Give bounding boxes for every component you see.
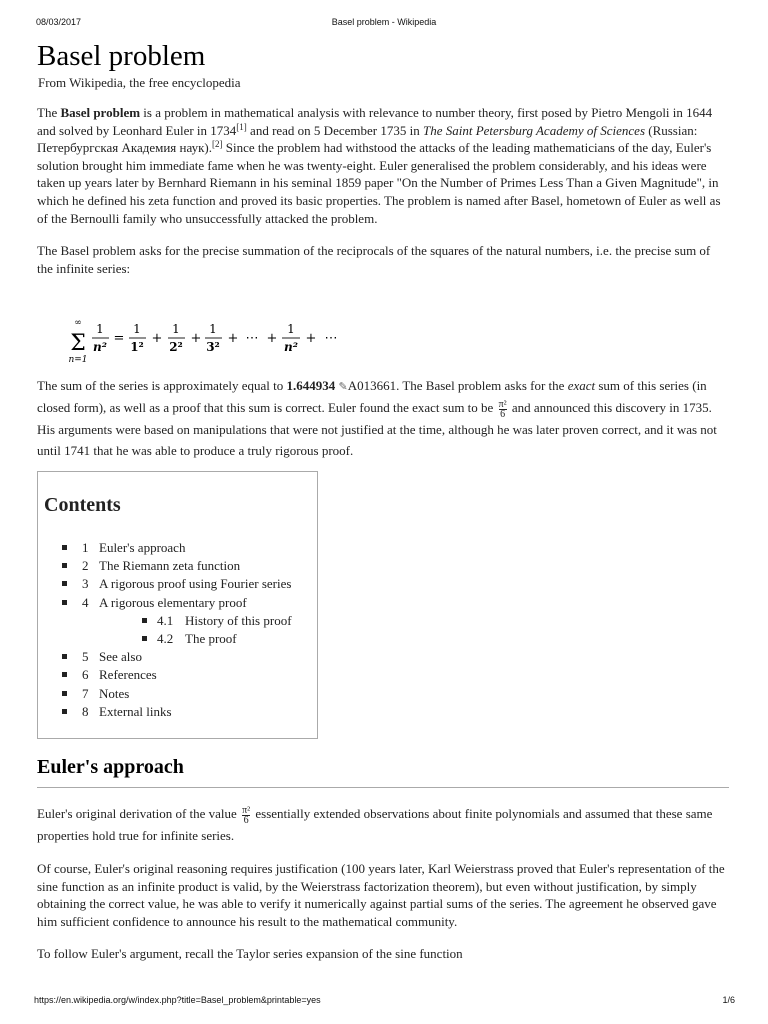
toc-item-label[interactable]: Notes (99, 685, 130, 701)
toc-item-label[interactable]: References (99, 667, 157, 683)
t3-numerator: 1 (209, 322, 217, 336)
pi-squared-over-six (499, 400, 507, 419)
reference-2-link[interactable] (212, 139, 223, 149)
intro-text: is a problem in mathematical analysis with relevance to number theory, first posed by Pietro Mengoli in 1644 and solved by Leonhard Euler in 1734 (37, 105, 713, 138)
approx-value: 1.644934 (286, 378, 336, 393)
p3-text: and announced this discovery in 1735. His arguments were based on manipulations that were not justified at the time, although he was later proven correct, and it was not until 1741 that he was able to produce a truly rigorous proof. (37, 400, 717, 458)
print-url: https://en.wikipedia.org/w/index.php?title=Basel_problem&printable=yes (34, 995, 321, 1005)
ellipsis: ⋯ (245, 331, 259, 346)
pi-squared-over-six (242, 806, 250, 825)
page-subtitle: From Wikipedia, the free encyclopedia (38, 75, 241, 90)
toc-item-number: 1 (82, 540, 89, 555)
t3-denominator: 3² (206, 340, 220, 354)
toc-item-label[interactable]: External links (99, 703, 172, 719)
intro-paragraph-3 (37, 375, 729, 461)
intro-text: The (37, 105, 61, 120)
formula-svg (37, 314, 377, 366)
toc-item-label[interactable]: See also (99, 649, 142, 665)
sum-upper-limit: ∞ (74, 318, 82, 328)
plus-sign: + (227, 331, 239, 346)
euler-paragraph-1 (37, 803, 729, 847)
article-content (37, 38, 729, 277)
oeis-icon: ✎ (338, 380, 348, 393)
bullet-icon (62, 545, 67, 550)
t1-denominator: 1² (130, 340, 144, 354)
pi-squared: π² (242, 804, 251, 816)
bullet-icon (62, 709, 67, 714)
equals-sign: = (113, 331, 125, 346)
euler-text: essentially extended observations about finite polynomials and assumed that these same properties hold true for infinite series. (37, 806, 713, 843)
print-page-number: 1/6 (722, 995, 735, 1005)
reference-1-link[interactable] (236, 122, 247, 132)
p3-text: The sum of the series is approximately equal to (37, 378, 287, 393)
bullet-icon (62, 581, 67, 586)
reference-2-label[interactable]: [2] (212, 139, 223, 150)
toc-item-number: 4.2 (157, 630, 174, 646)
section-heading-eulers-approach: Euler's approach (37, 756, 184, 778)
intro-paragraph-2: The Basel problem asks for the precise summation of the reciprocals of the squares of the natural numbers, i.e. the precise sum of the infinite series: (37, 243, 711, 276)
intro-text: (Russian: Петербургская Академия наук). (37, 122, 698, 156)
pi-squared: π² (498, 398, 507, 410)
plus-sign: + (190, 331, 202, 346)
six: 6 (243, 814, 249, 826)
toc-item-number: 4 (82, 594, 89, 610)
print-page-title: Basel problem - Wikipedia (331, 17, 437, 27)
toc-item-number: 7 (82, 685, 89, 701)
bullet-icon (62, 691, 67, 696)
reference-1-label[interactable]: [1] (236, 121, 247, 132)
section-divider (37, 787, 729, 788)
bullet-icon (62, 563, 67, 568)
bullet-icon (62, 672, 67, 677)
plus-sign: + (151, 331, 163, 346)
intro-paragraph-1 (37, 104, 729, 227)
plus-sign: + (305, 331, 317, 346)
term-numerator: 1 (96, 322, 104, 336)
toc-item-number: 6 (82, 667, 89, 683)
oeis-link[interactable]: A013661 (347, 378, 397, 393)
toc-item-number: 2 (82, 558, 89, 574)
euler-paragraph-2: Of course, Euler's original reasoning requires justification (100 years later, Karl Weierstrass proved that Euler's representation of the sine function as an infinite product is valid, by the Weierstrass factorization theorem), but even without justification, by simply obtaining the correct value, he was able to verify it numerically against partial sums of the series. The agreement he observed gave him sufficient confidence to announce his result to the mathematical community. (37, 861, 725, 929)
bullet-icon (62, 654, 67, 659)
toc-item-label[interactable]: The Riemann zeta function (99, 558, 241, 574)
p3-text: sum of this series (in closed form), as well as a proof that this sum is correct. Euler found the exact sum to be (37, 378, 707, 415)
basel-problem-bold: Basel problem (60, 105, 141, 120)
bullet-icon (142, 618, 147, 623)
toc-item-number: 8 (82, 703, 89, 719)
t2-denominator: 2² (169, 340, 183, 354)
bullet-icon (62, 600, 67, 605)
saint-petersburg-academy-link[interactable]: The Saint Petersburg Academy of Sciences (422, 122, 645, 138)
t2-numerator: 1 (172, 322, 180, 336)
toc-item-label[interactable]: A rigorous proof using Fourier series (99, 576, 292, 592)
plus-sign: + (266, 331, 278, 346)
toc-item-label[interactable]: History of this proof (185, 612, 292, 628)
ellipsis: ⋯ (324, 331, 338, 346)
intro-text: and read on 5 December 1735 in (246, 122, 423, 138)
exact-italic: exact (567, 378, 596, 393)
six: 6 (500, 408, 506, 420)
sum-lower-limit: n=1 (68, 355, 88, 365)
summation-sign: Σ (70, 331, 86, 356)
toc-item-label[interactable]: A rigorous elementary proof (99, 594, 247, 610)
basel-series-formula (37, 314, 729, 371)
t1-numerator: 1 (133, 322, 141, 336)
page-title: Basel problem (37, 40, 206, 72)
print-date: 08/03/2017 (36, 17, 82, 27)
p3-text: . The Basel problem asks for the (396, 378, 568, 393)
toc-heading: Contents (44, 494, 121, 516)
table-of-contents (37, 471, 318, 739)
bullet-icon (142, 636, 147, 641)
toc-item-number: 4.1 (157, 612, 174, 628)
toc-item-number: 3 (82, 576, 89, 592)
toc-item-label[interactable]: Euler's approach (99, 540, 186, 555)
intro-text: Since the problem had withstood the attacks of the leading mathematicians of the day, Euler's solution brought him immediate fame when he was twenty-eight. Euler generalised the problem considerably, and his ideas were taken up years later by Bernhard Riemann in his seminal 1859 paper "On the Number of Primes Less Than a Given Magnitude", in which he defined his zeta function and proved its basic properties. The problem is named after Basel, hometown of Euler as well as of the Bernoulli family who unsuccessfully attacked the problem. (37, 140, 721, 226)
tn-denominator: n² (284, 340, 298, 354)
toc-item-label[interactable]: The proof (185, 630, 237, 646)
tn-numerator: 1 (287, 322, 295, 336)
euler-paragraph-3: To follow Euler's argument, recall the Taylor series expansion of the sine function (37, 946, 463, 961)
term-denominator: n² (93, 340, 107, 354)
euler-text: Euler's original derivation of the value (37, 806, 241, 821)
toc-item-number: 5 (82, 649, 89, 665)
